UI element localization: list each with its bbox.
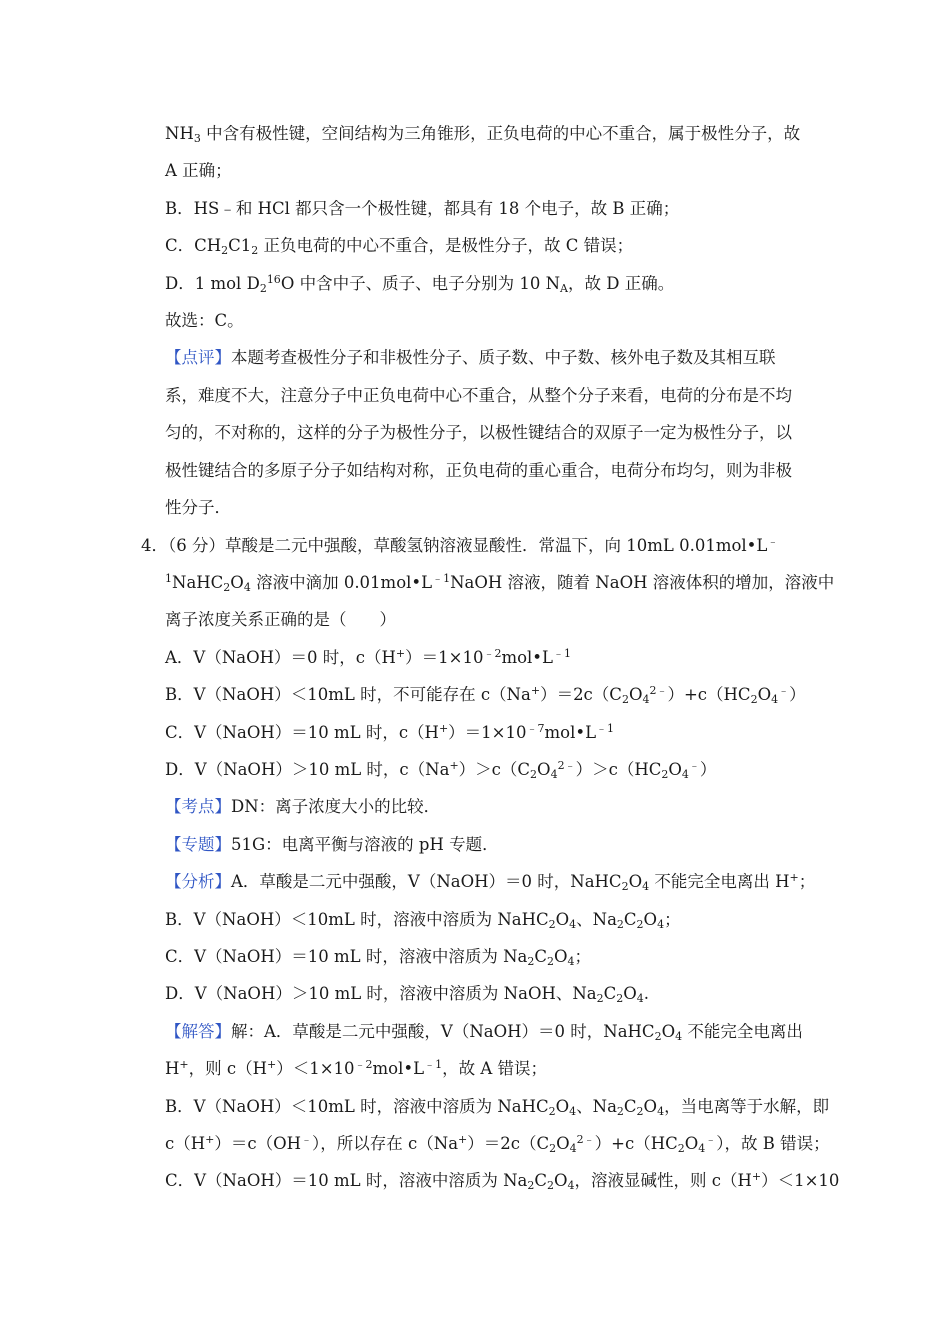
section-tag: 【分析】 [165, 872, 231, 891]
text-line: 【点评】本题考查极性分子和非极性分子、质子数、中子数、核外电子数及其相互联 [165, 348, 776, 367]
text-line: 【分析】A．草酸是二元中强酸，V（NaOH）＝0 时，$NaHC_2O_4$ 不能完全电离出 H+； [165, 871, 816, 893]
section-tag: 【专题】 [165, 835, 231, 854]
question-line: 4．（6 分）草酸是二元中强酸，草酸氢钠溶液显酸性．常温下，向 10mL 0.01mol•L﹣ [141, 535, 779, 555]
text-line: 性分子． [165, 498, 231, 517]
option-b: B．V（NaOH）＜10mL 时，不可能存在 $c(Na^+)=2c(C_2O_4^{2﹣})+c(HC_2O_4^﹣)$ [165, 684, 806, 706]
text-line: B．V（NaOH）＜10mL 时，溶液中溶质为 $NaHC_2O_4$、$Na_2C_2O_4$，当电离等于水解，即 [165, 1097, 830, 1118]
text-line: C．V（NaOH）＝10 mL 时，溶液中溶质为 $Na_2C_2O_4$，溶液显碱性，则 c（H+）＜1×10 [165, 1170, 840, 1192]
text-line: 离子浓度关系正确的是（ ） [165, 610, 396, 629]
text-line: $^1NaHC_2O_4$ 溶液中滴加 $0.01mol•L^{﹣1}NaOH$ 溶液，随着 NaOH 溶液体积的增加，溶液中 [165, 572, 835, 594]
text-line: B．V（NaOH）＜10mL 时，溶液中溶质为 $NaHC_2O_4$、$Na_2C_2O_4$； [165, 910, 681, 931]
text-line: H+，则 $c(H^+)<1\times 10^{﹣2}mol•L^{﹣1}$，故 A 错误； [165, 1058, 547, 1078]
text-line: 极性键结合的多原子分子如结构对称，正负电荷的重心重合，电荷分布均匀，则为非极 [165, 461, 792, 480]
option-d: D．V（NaOH）＞10 mL 时，$c(Na^+)>c(C_2O_4^{2﹣})>c(HC_2O_4^﹣)$ [165, 759, 717, 781]
option-c: C．V（NaOH）＝10 mL 时，$c(H^+)=1\times 10^{﹣7}mol•L^{﹣1}$ [165, 722, 615, 742]
text-line: D．V（NaOH）＞10 mL 时，溶液中溶质为 NaOH、$Na_2C_2O_4$. [165, 984, 650, 1005]
option-a: A．V（NaOH）＝0 时，$c(H^+)=1\times 10^{﹣2}mol•L^{﹣1}$ [165, 647, 571, 667]
text-line: 【考点】DN：离子浓度大小的比较． [165, 797, 441, 816]
section-tag: 【解答】 [165, 1022, 231, 1041]
text-line: 【专题】51G：电离平衡与溶液的 pH 专题． [165, 835, 499, 854]
text-line: $NH_3$ 中含有极性键，空间结构为三角锥形，正负电荷的中心不重合，属于极性分子，故 [165, 124, 801, 145]
text-line: 匀的，不对称的，这样的分子为极性分子，以极性键结合的双原子一定为极性分子，以 [165, 423, 792, 442]
text-line: 系，难度不大，注意分子中正负电荷中心不重合，从整个分子来看，电荷的分布是不均 [165, 386, 792, 405]
text-line: A 正确； [165, 161, 232, 180]
text-line: 【解答】解：A．草酸是二元中强酸，V（NaOH）＝0 时，$NaHC_2O_4$ 不能完全电离出 [165, 1022, 803, 1043]
text-line: 故选：C。 [165, 311, 244, 330]
text-line: B．HS﹣和 HCl 都只含一个极性键，都具有 18 个电子，故 B 正确； [165, 199, 680, 218]
text-line: D．1 mol $D_2^{16}O$ 中含中子、质子、电子分别为 10 $N_A$，故 D 正确。 [165, 273, 675, 295]
section-tag: 【点评】 [165, 348, 231, 367]
text-line: c（H+）＝c（OH﹣），所以存在 $c(Na^+)=2c(C_2O_4^{2﹣})+c(HC_2O_4^﹣)$，故 B 错误； [165, 1133, 830, 1155]
text-line: C．$CH_2C1_2$ 正负电荷的中心不重合，是极性分子，故 C 错误； [165, 236, 634, 257]
section-tag: 【考点】 [165, 797, 231, 816]
text-line: C．V（NaOH）＝10 mL 时，溶液中溶质为 $Na_2C_2O_4$； [165, 947, 591, 968]
